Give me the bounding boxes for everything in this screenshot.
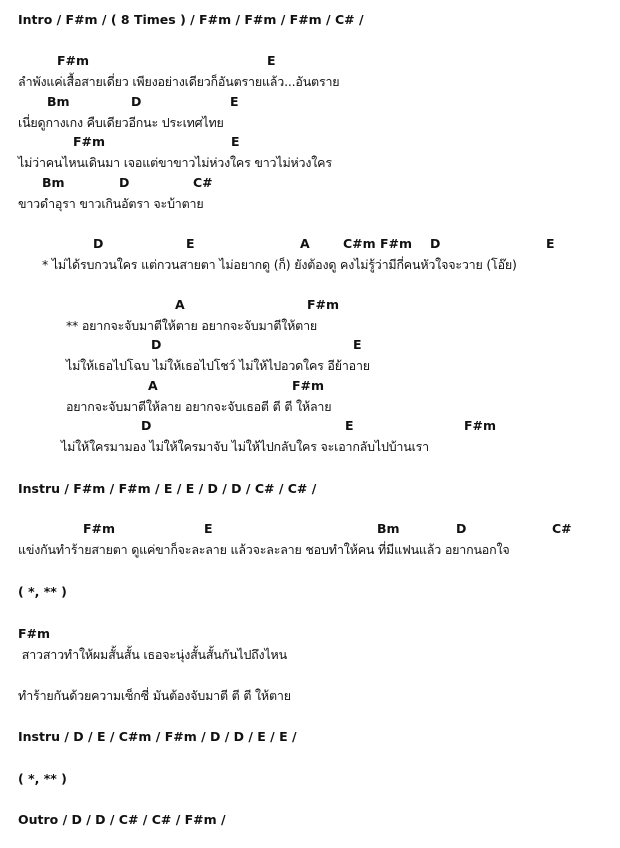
instrumental-line: Instru / D / E / C#m / F#m / D / D / E / E / <box>18 729 297 744</box>
chord: E <box>345 418 354 433</box>
lyric-line: ** อยากจะจับมาตีให้ตาย อยากจะจับมาตีให้ตาย <box>66 318 318 333</box>
chord-row <box>0 521 620 537</box>
chord: F#m <box>57 53 90 68</box>
chord: F#m <box>73 134 106 149</box>
chord-row <box>0 236 620 252</box>
chord: F#m <box>18 626 51 641</box>
chord-row <box>0 134 620 150</box>
chord: Bm <box>42 175 65 190</box>
chord: C#m <box>343 236 376 251</box>
instrumental-line: Instru / F#m / F#m / E / E / D / D / C# / C# / <box>18 481 317 496</box>
chord: D <box>456 521 467 536</box>
lyric-line: แข่งกันทำร้ายสายตา ดูแค่ขาก็จะละลาย แล้วจะละลาย ชอบทำให้คน ที่มีแฟนแล้ว อยากนอกใจ <box>18 542 510 557</box>
intro-line: Intro / F#m / ( 8 Times ) / F#m / F#m / F#m / C# / <box>18 12 364 27</box>
chord: E <box>353 337 362 352</box>
chord: A <box>148 378 158 393</box>
chord-row <box>0 53 620 69</box>
chord: E <box>204 521 213 536</box>
chord-row <box>0 337 620 353</box>
chord: E <box>230 94 239 109</box>
lyric-line: ไม่ให้เธอไปโฉบ ไม่ให้เธอไปโชว์ ไม่ให้ไปอวดใคร อีย้าอาย <box>66 358 370 373</box>
chord: C# <box>552 521 572 536</box>
lyric-line: เนี่ยดูกางเกง คืบเดียวอีกนะ ประเทศไทย <box>18 115 224 130</box>
chord: A <box>175 297 185 312</box>
chord: D <box>131 94 142 109</box>
chord: D <box>119 175 130 190</box>
chord-row <box>0 378 620 394</box>
outro-line: Outro / D / D / C# / C# / F#m / <box>18 812 226 827</box>
chord: F#m <box>380 236 413 251</box>
chord: D <box>430 236 441 251</box>
chord: C# <box>193 175 213 190</box>
chord: E <box>267 53 276 68</box>
chord: F#m <box>292 378 325 393</box>
lyric-line: ขาวดำอุรา ขาวเกินอัตรา จะบ้าตาย <box>18 196 204 211</box>
chord-row <box>0 297 620 313</box>
lyric-line: ทำร้ายกันด้วยความเซ็กซี่ มันต้องจับมาตี ตี ตี ให้ตาย <box>18 688 291 703</box>
chord: Bm <box>47 94 70 109</box>
chord: Bm <box>377 521 400 536</box>
lyric-line: ไม่ว่าคนไหนเดินมา เจอแต่ขาขาวไม่ห่วงใคร ขาวไม่ห่วงใคร <box>18 155 332 170</box>
lyric-line: อยากจะจับมาตีให้ลาย อยากจะจับเธอตี ตี ตี ให้ลาย <box>66 399 332 414</box>
chord: D <box>93 236 104 251</box>
repeat-marker: ( *, ** ) <box>18 771 67 786</box>
chord: F#m <box>307 297 340 312</box>
chord: D <box>151 337 162 352</box>
chord-row <box>0 94 620 110</box>
chord: F#m <box>83 521 116 536</box>
lyric-line: สาวสาวทำให้ผมสั้นสั้น เธอจะนุ่งสั้นสั้นกันไปถึงไหน <box>18 647 287 662</box>
chord: D <box>141 418 152 433</box>
chord: E <box>231 134 240 149</box>
chord: E <box>546 236 555 251</box>
lyric-line: ลำพังแค่เสื้อสายเดี่ยว เพียงอย่างเดียวก็อันตรายแล้ว...อันตราย <box>18 74 340 89</box>
lyric-line: * ไม่ได้รบกวนใคร แต่กวนสายตา ไม่อยากดู (ก็) ยังต้องดู คงไม่รู้ว่ามีกี่คนหัวใจจะวาย (โอ๊ย) <box>42 257 517 272</box>
repeat-marker: ( *, ** ) <box>18 584 67 599</box>
chord-row <box>0 175 620 191</box>
chord: F#m <box>464 418 497 433</box>
lyric-line: ไม่ให้ใครมามอง ไม่ให้ใครมาจับ ไม่ให้ไปกลับใคร จะเอากลับไปบ้านเรา <box>61 439 430 454</box>
chord-row <box>0 418 620 434</box>
chord: A <box>300 236 310 251</box>
chord: E <box>186 236 195 251</box>
